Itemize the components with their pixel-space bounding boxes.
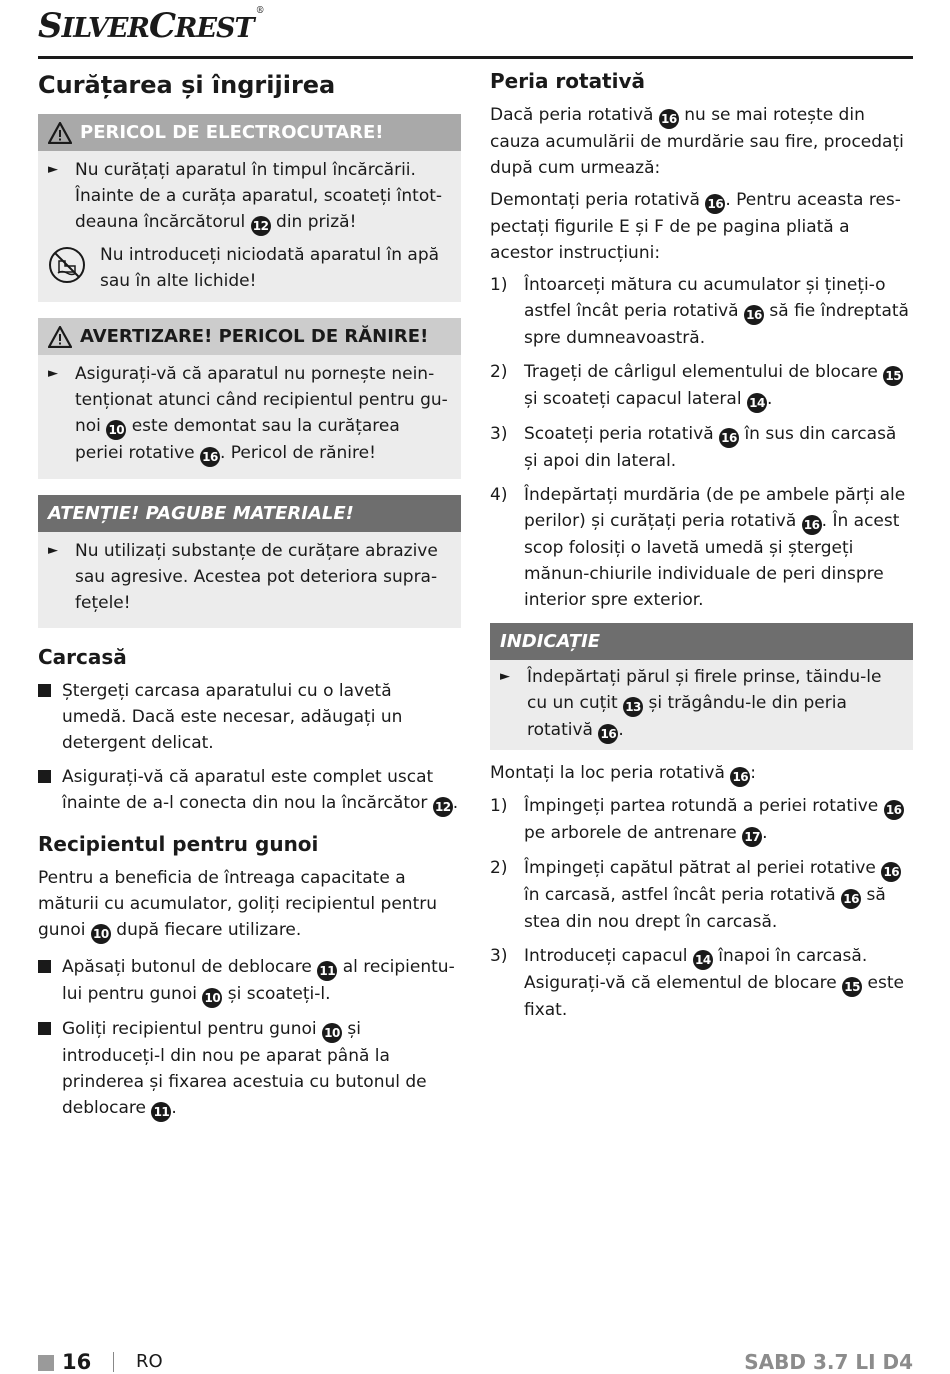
ref-number: 12	[251, 216, 271, 236]
ref-number: 14	[693, 950, 713, 970]
footer-square-icon	[38, 1355, 54, 1371]
ref-number: 16	[659, 109, 679, 129]
list-item: 1) Întoarceți mătura cu acumulator și țineți-o astfel încât peria rotativă 16 să fie îndreptată spre dumneavoastră.	[490, 275, 909, 348]
ref-number: 16	[705, 194, 725, 214]
list-item: 3) Scoateți peria rotativă 16 în sus din carcasă și apoi din lateral.	[490, 424, 897, 471]
square-bullet-icon	[38, 1022, 51, 1035]
list-item: Ștergeți carcasa aparatului cu o lavetă umedă. Dacă este necesar, adăugați un detergent delicat.	[38, 678, 461, 756]
model-number: SABD 3.7 LI D4	[744, 1350, 913, 1374]
ref-number: 15	[883, 366, 903, 386]
ref-number: 10	[202, 988, 222, 1008]
square-bullet-icon	[38, 960, 51, 973]
ref-number: 12	[433, 797, 453, 817]
list-item: ► Nu curățați aparatul în timpul încărcării. Înainte de a curăța aparatul, scoateți întot-deauna încărcătorul 12 din priză!	[48, 157, 451, 236]
ref-number: 15	[842, 977, 862, 997]
section-heading-peria: Peria rotativă	[490, 69, 646, 93]
ref-number: 11	[317, 961, 337, 981]
arrow-bullet-icon: ►	[48, 543, 58, 558]
list-item: ► Îndepărtați părul și firele prinse, tăindu-le cu un cuțit 13 și trăgându-le din peria rotativă 16 .	[500, 664, 903, 744]
list-item: 1) Împingeți partea rotundă a periei rotative 16 pe arborele de antrenare 17 .	[490, 793, 913, 847]
paragraph: Dacă peria rotativă 16 nu se mai rotește din cauza acumulării de murdărie sau fire, procedați după cum urmează:	[490, 105, 904, 178]
page-number: 16	[62, 1350, 92, 1374]
ref-number: 16	[598, 724, 618, 744]
ref-number: 16	[841, 889, 861, 909]
page-footer	[38, 1350, 913, 1374]
list-item: Goliți recipientul pentru gunoi 10 și introduceți-l din nou pe aparat până la prinderea și fixarea acestuia cu butonul de deblocare 11 .	[38, 1016, 461, 1122]
warning-heading: AVERTIZARE! PERICOL DE RĂNIRE!	[38, 318, 461, 355]
square-bullet-icon	[38, 770, 51, 783]
warning-material-damage	[38, 495, 461, 628]
arrow-bullet-icon: ►	[500, 669, 510, 684]
ref-number: 16	[881, 862, 901, 882]
warning-injury	[38, 318, 461, 479]
list-item: 2) Trageți de cârligul elementului de blocare 15 și scoateți capacul lateral 14 .	[490, 359, 913, 413]
ref-number: 16	[884, 800, 904, 820]
right-column	[490, 66, 913, 1031]
page-title: Curățarea și îngrijirea	[38, 71, 336, 99]
list-item: Asigurați-vă că aparatul este complet uscat înainte de a-l conecta din nou la încărcător 12 .	[38, 764, 461, 817]
no-water-icon	[48, 246, 86, 284]
brand-logo: SILVERCREST®	[38, 6, 264, 46]
ref-number: 14	[747, 393, 767, 413]
note-heading: INDICAȚIE	[490, 623, 913, 660]
arrow-bullet-icon: ►	[48, 366, 58, 381]
ref-number: 11	[151, 1102, 171, 1122]
list-item: 2) Împingeți capătul pătrat al periei rotative 16 în carcasă, astfel încât peria rotativă 16 să stea din nou drept în carcasă.	[490, 855, 913, 935]
ref-number: 10	[322, 1023, 342, 1043]
list-item: Apăsați butonul de deblocare 11 al recipientu-lui pentru gunoi 10 și scoateți-l.	[38, 954, 461, 1008]
footer-divider	[113, 1352, 114, 1372]
warning-heading: ATENȚIE! PAGUBE MATERIALE!	[38, 495, 461, 532]
list-item: 4) Îndepărtați murdăria (de pe ambele părți ale perilor) și curățați peria rotativă 16 . În acest scop folosiți o lavetă umedă și ștergeți mănun-chiurile individuale de peri dinspre interior spre exterior.	[490, 485, 906, 610]
section-heading-recipient: Recipientul pentru gunoi	[38, 832, 319, 856]
ref-number: 16	[730, 767, 750, 787]
warning-triangle-icon	[48, 122, 72, 144]
ref-number: 16	[802, 515, 822, 535]
section-heading-carcasa: Carcasă	[38, 645, 127, 669]
list-item: 3) Introduceți capacul 14 înapoi în carcasă. Asigurați-vă că elementul de blocare 15 este fixat.	[490, 946, 904, 1020]
paragraph: Pentru a beneficia de întreaga capacitate a măturii cu acumulator, goliți recipientul pentru gunoi 10 după fiecare utilizare.	[38, 865, 461, 944]
language-code: RO	[136, 1351, 163, 1372]
warning-electrocution	[38, 114, 461, 302]
ref-number: 16	[200, 447, 220, 467]
note-box	[490, 623, 913, 750]
warning-heading: PERICOL DE ELECTROCUTARE!	[38, 114, 461, 151]
ref-number: 16	[719, 428, 739, 448]
ref-number: 17	[742, 827, 762, 847]
ref-number: 10	[91, 924, 111, 944]
list-item: Nu introduceți niciodată aparatul în apă sau în alte lichide!	[48, 242, 451, 294]
paragraph: Montați la loc peria rotativă 16 :	[490, 760, 913, 787]
paragraph: Demontați peria rotativă 16 . Pentru aceasta res-pectați figurile E și F de pe pagina pliată a acestor instrucțiuni:	[490, 190, 901, 263]
ref-number: 16	[744, 305, 764, 325]
list-item: ► Asigurați-vă că aparatul nu pornește nein-tenționat atunci când recipientul pentru gu-noi 10 este demontat sau la curățarea periei rotative 16 . Pericol de rănire!	[48, 361, 451, 467]
square-bullet-icon	[38, 684, 51, 697]
header-rule	[38, 56, 913, 59]
arrow-bullet-icon: ►	[48, 162, 58, 177]
left-column	[38, 66, 461, 1130]
warning-triangle-icon	[48, 326, 72, 348]
ref-number: 10	[106, 420, 126, 440]
ref-number: 13	[623, 697, 643, 717]
list-item: ► Nu utilizați substanțe de curățare abrazive sau agresive. Acestea pot deteriora supra-fețele!	[48, 538, 451, 616]
